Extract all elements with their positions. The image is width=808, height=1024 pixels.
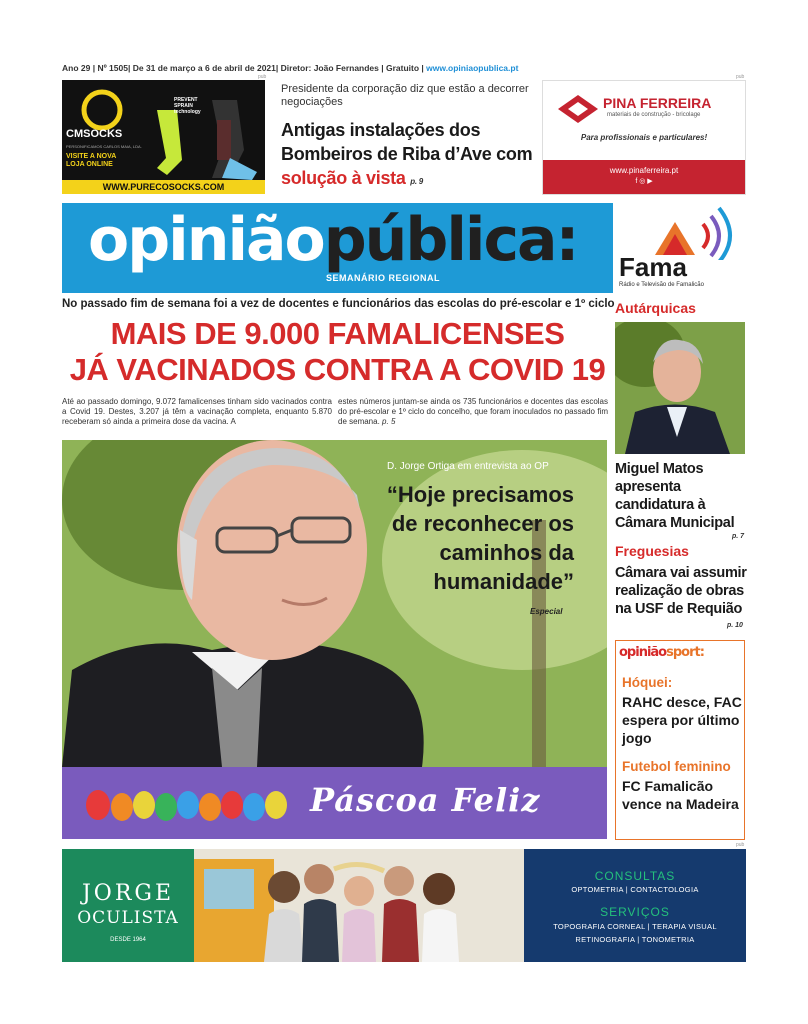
main-lead-col2 xyxy=(338,397,608,427)
consultas-line: OPTOMETRIA | CONTACTOLOGIA xyxy=(571,885,699,894)
pina-logo-icon xyxy=(553,89,603,129)
jorge-brand xyxy=(76,882,180,930)
sidebar-page-1: p. 7 xyxy=(732,533,745,540)
sport-box xyxy=(615,640,745,840)
fama-name: Fama xyxy=(619,252,687,282)
sidebar-headline-2[interactable]: Câmara vai assumir realização de obras na USF de Requião xyxy=(615,565,747,617)
jorge-services-panel xyxy=(524,849,746,962)
section-freguesias[interactable]: Freguesias xyxy=(615,543,689,559)
teaser-headline[interactable] xyxy=(281,118,541,194)
fama-logo[interactable] xyxy=(615,200,747,292)
issue-year: Ano 29 xyxy=(62,63,91,73)
issue-number: Nº 1505 xyxy=(97,63,128,73)
sport-logo-a: opinião xyxy=(619,645,667,660)
issue-info-bar: Ano 29 | Nº 1505| De 31 de março a 6 de abril de 2021| Diretor: João Fernandes | Gratuito | www.opiniaopublica.pt xyxy=(62,63,519,73)
masthead-logo[interactable] xyxy=(88,205,578,275)
interview-quote: “Hoje precisamos de reconhecer os caminhos da humanidade” xyxy=(386,482,574,594)
pub-tag: pub xyxy=(258,74,267,80)
pina-social-icons[interactable]: f ◎ ▶ xyxy=(635,178,653,185)
issue-dates: De 31 de março a 6 de abril de 2021 xyxy=(132,63,276,73)
teaser-title-text: Antigas instalações dos Bombeiros de Riba d’Ave com xyxy=(281,120,533,164)
interview-tag: Especial xyxy=(530,607,563,616)
jorge-brand-line2: OCULISTA xyxy=(77,908,179,928)
candidate-portrait-image xyxy=(615,322,745,454)
main-lead-col1: Até ao passado domingo, 9.072 famalicenses tinham sido vacinados contra a Covid 19. Destes, 3.207 já têm a vacinação completa, enquanto 5.870 receberam só ainda a primeira dose da vacina. A xyxy=(62,397,332,426)
consultas-title: CONSULTAS xyxy=(594,869,676,883)
cover-feature[interactable] xyxy=(62,440,607,767)
issue-price: Gratuito xyxy=(386,63,420,73)
sport-headline-hoquei[interactable]: RAHC desce, FAC espera por último jogo xyxy=(622,694,742,746)
main-headline-line1: MAIS DE 9.000 FAMALICENSES xyxy=(110,316,565,351)
sport-category-futebol: Futebol feminino xyxy=(622,759,731,774)
jorge-oculista-ad[interactable] xyxy=(62,849,746,962)
interview-kicker: D. Jorge Ortiga em entrevista ao OP xyxy=(387,461,549,472)
main-headline-line2: JÁ VACINADOS CONTRA A COVID 19 xyxy=(69,352,606,387)
logo-dark: pública: xyxy=(323,205,578,275)
pub-tag: pub xyxy=(736,842,745,848)
masthead xyxy=(62,203,613,293)
section-autarquicas[interactable]: Autárquicas xyxy=(615,300,696,316)
pina-subtitle: materiais de construção - bricolage xyxy=(607,112,701,118)
main-headline[interactable] xyxy=(62,316,613,388)
sport-logo-b: sport: xyxy=(666,645,704,660)
fama-subtitle: Rádio e Televisão de Famalicão xyxy=(619,282,704,288)
pina-name: PINA FERREIRA xyxy=(603,95,712,111)
cmsocks-brand: CMSOCKS xyxy=(66,128,123,140)
pina-slogan: Para profissionais e particulares! xyxy=(580,133,708,142)
prevent-sprain-label: PREVENT SPRAIN technology xyxy=(174,97,201,115)
sport-headline-futebol[interactable]: FC Famalicão vence na Madeira xyxy=(622,778,739,812)
opiniao-sport-logo[interactable] xyxy=(619,645,704,660)
teaser-page-ref: p. 9 xyxy=(410,177,423,186)
servicos-line1: TOPOGRAFIA CORNEAL | TERAPIA VISUAL xyxy=(553,922,717,931)
servicos-title: SERVIÇOS xyxy=(600,905,670,919)
jorge-since: DESDE 1964 xyxy=(110,937,146,943)
masthead-slogan: SEMANÁRIO REGIONAL xyxy=(326,273,441,283)
pub-tag: pub xyxy=(736,74,745,80)
logo-light: opinião xyxy=(88,205,324,275)
teaser-title-highlight: solução à vista xyxy=(281,168,406,188)
pina-url[interactable]: www.pinaferreira.pt xyxy=(609,166,679,175)
main-lead-text2: estes números juntam-se ainda os 735 funcionários e docentes das escolas do pré-escolar e 1º ciclo do concelho, que foram inoculados no passado fim de semana. xyxy=(338,397,608,426)
easter-banner xyxy=(62,767,607,839)
cmsocks-url[interactable]: WWW.PURECOSOCKS.COM xyxy=(62,180,265,194)
pina-footer xyxy=(543,160,745,194)
jorge-group-photo xyxy=(194,849,524,962)
sidebar-page-2: p. 10 xyxy=(727,622,743,629)
issue-director: Diretor: João Fernandes xyxy=(280,63,379,73)
cmsocks-ad[interactable] xyxy=(62,80,265,194)
jorge-brand-panel xyxy=(62,849,194,962)
website-link[interactable]: www.opiniaopublica.pt xyxy=(426,63,519,73)
pina-ferreira-ad[interactable] xyxy=(542,80,746,195)
fama-signal-icon xyxy=(615,200,747,260)
easter-greeting: Páscoa Feliz xyxy=(310,781,541,819)
sport-category-hoquei: Hóquei: xyxy=(622,675,673,690)
servicos-line2: RETINOGRAFIA | TONOMETRIA xyxy=(575,935,695,944)
main-kicker: No passado fim de semana foi a vez de docentes e funcionários das escolas do pré-escolar e 1º ciclo xyxy=(62,298,615,310)
jorge-brand-line1: JORGE xyxy=(81,881,175,906)
miguel-matos-photo xyxy=(615,322,745,454)
main-lead-page: p. 5 xyxy=(382,417,396,426)
cmsocks-company: PERSONIFICAMOS CARLOS MAIA, LDA. xyxy=(66,144,142,149)
easter-eggs-icon xyxy=(80,767,300,839)
sidebar-headline-1[interactable]: Miguel Matos apresenta candidatura à Câmara Municipal xyxy=(615,461,735,531)
teaser-kicker: Presidente da corporação diz que estão a decorrer negociações xyxy=(281,83,529,108)
cmsocks-visit: VISITE A NOVA LOJA ONLINE xyxy=(66,153,117,168)
